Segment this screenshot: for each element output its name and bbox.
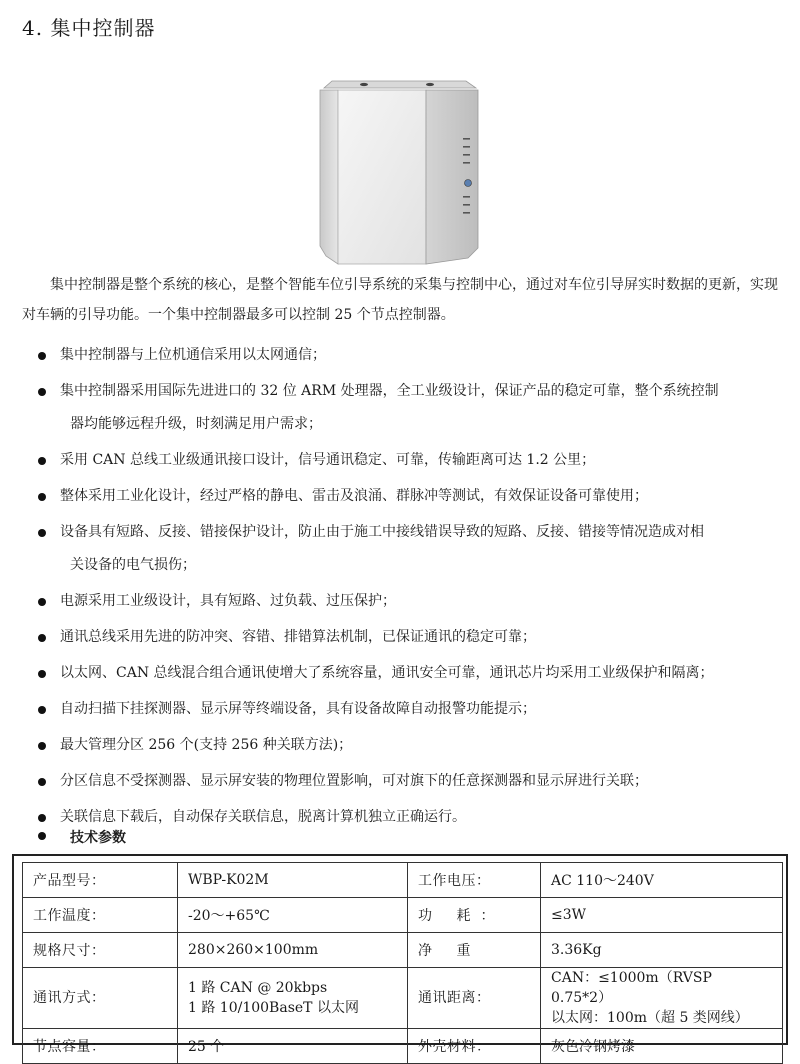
- spec-label: 净 重: [408, 933, 541, 968]
- list-item: 集中控制器采用国际先进进口的 32 位 ARM 处理器，全工业级设计，保证产品的稳定可靠，整个系统控制 器均能够远程升级，时刻满足用户需求；: [0, 375, 800, 441]
- bullet-icon: [38, 352, 46, 360]
- list-item: 最大管理分区 256 个(支持 256 种关联方法)；: [0, 729, 800, 762]
- bullet-icon: [38, 706, 46, 714]
- table-row: [23, 968, 783, 1029]
- list-item: 分区信息不受探测器、显示屏安装的物理位置影响，可对旗下的任意探测器和显示屏进行关联；: [0, 765, 800, 798]
- bullet-icon: [38, 670, 46, 678]
- spec-label: 功 耗：: [408, 898, 541, 933]
- list-item: 通讯总线采用先进的防冲突、容错、排错算法机制，已保证通讯的稳定可靠；: [0, 621, 800, 654]
- spec-value: 25 个: [178, 1029, 408, 1064]
- list-item: 集中控制器与上位机通信采用以太网通信；: [0, 339, 800, 372]
- bullet-icon: [38, 814, 46, 822]
- bullet-icon: [38, 634, 46, 642]
- spec-label: 规格尺寸：: [23, 933, 178, 968]
- bullet-icon: [38, 388, 46, 396]
- feature-list: [0, 339, 800, 837]
- list-item: 电源采用工业级设计，具有短路、过负载、过压保护；: [0, 585, 800, 618]
- table-row: [23, 933, 783, 968]
- spec-value: 1 路 CAN @ 20kbps 1 路 10/100BaseT 以太网: [178, 968, 408, 1029]
- bullet-icon: [38, 529, 46, 537]
- spec-value: WBP-K02M: [178, 863, 408, 898]
- spec-label: 工作温度：: [23, 898, 178, 933]
- spec-value: AC 110～240V: [541, 863, 783, 898]
- bullet-icon: [38, 598, 46, 606]
- list-item: 设备具有短路、反接、错接保护设计，防止由于施工中接线错误导致的短路、反接、错接等情况造成对相 关设备的电气损伤；: [0, 516, 800, 582]
- list-item: 以太网、CAN 总线混合组合通讯使增大了系统容量，通讯安全可靠，通讯芯片均采用工业级保护和隔离；: [0, 657, 800, 690]
- spec-section-title: 技术参数: [38, 826, 126, 850]
- spec-label: 外壳材料：: [408, 1029, 541, 1064]
- spec-value: 3.36Kg: [541, 933, 783, 968]
- spec-value: -20～+65℃: [178, 898, 408, 933]
- bullet-icon: [38, 493, 46, 501]
- bullet-icon: [38, 742, 46, 750]
- list-item: 采用 CAN 总线工业级通讯接口设计，信号通讯稳定、可靠，传输距离可达 1.2 公里；: [0, 444, 800, 477]
- spec-value: CAN：≤1000m（RVSP 0.75*2） 以太网：100m（超 5 类网线）: [541, 968, 783, 1029]
- spec-value: 280×260×100mm: [178, 933, 408, 968]
- list-item: 关联信息下载后，自动保存关联信息，脱离计算机独立正确运行。: [0, 801, 800, 834]
- spec-label: 通讯方式：: [23, 968, 178, 1029]
- table-row: [23, 898, 783, 933]
- controller-product-image: [318, 78, 480, 268]
- spec-table: [22, 862, 783, 1064]
- intro-paragraph: 集中控制器是整个系统的核心，是整个智能车位引导系统的采集与控制中心，通过对车位引导屏实时数据的更新，实现对车辆的引导功能。一个集中控制器最多可以控制 25 个节点控制器。: [22, 277, 778, 323]
- bullet-icon: [38, 457, 46, 465]
- list-item: 自动扫描下挂探测器、显示屏等终端设备，具有设备故障自动报警功能提示；: [0, 693, 800, 726]
- spec-label: 工作电压：: [408, 863, 541, 898]
- spec-value: ≤3W: [541, 898, 783, 933]
- list-item: 整体采用工业化设计，经过严格的静电、雷击及浪涌、群脉冲等测试，有效保证设备可靠使用；: [0, 480, 800, 513]
- table-row: [23, 1029, 783, 1064]
- spec-table-frame: [12, 854, 788, 1055]
- spec-label: 节点容量：: [23, 1029, 178, 1064]
- section-heading: 4. 集中控制器: [22, 16, 156, 40]
- spec-value: 灰色冷钢烤漆: [541, 1029, 783, 1064]
- spec-label: 通讯距离：: [408, 968, 541, 1029]
- spec-label: 产品型号：: [23, 863, 178, 898]
- table-row: [23, 863, 783, 898]
- bullet-icon: [38, 778, 46, 786]
- bullet-icon: [38, 832, 46, 840]
